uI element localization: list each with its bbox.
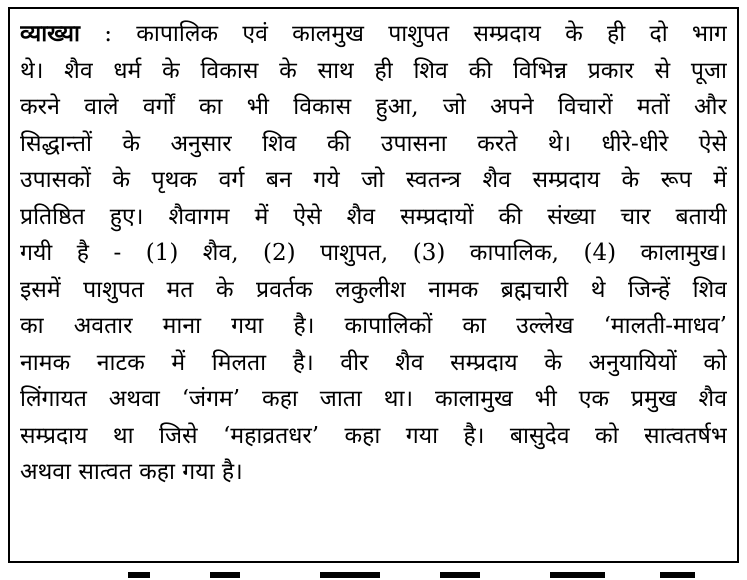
passage-line-1 — [20, 16, 727, 53]
passage-line-3: करने वाले वर्गों का भी विकास हुआ, जो अपने विचारों मतों और — [20, 94, 727, 120]
cropped-next-line — [120, 566, 720, 580]
heading-colon: : — [79, 21, 137, 47]
explanation-box — [8, 7, 739, 563]
passage-line-6: प्रतिष्ठित हुए। शैवागम में ऐसे शैव सम्प्रदायों की संख्या चार बतायी — [20, 203, 727, 230]
passage-line-2: थे। शैव धर्म के विकास के साथ ही शिव की विभिन्न प्रकार से पूजा — [20, 57, 727, 84]
passage-line-12: सम्प्रदाय था जिसे ‘महाव्रतधर’ कहा गया है। बासुदेव को सात्वतर्षभ — [20, 422, 727, 449]
passage-line-13: अथवा सात्वत कहा गया है। — [20, 459, 243, 485]
passage-line-4: सिद्धान्तों के अनुसार शिव की उपासना करते थे। धीरे-धीरे ऐसे — [20, 130, 727, 157]
explanation-heading: व्याख्या — [20, 20, 80, 47]
passage-line-7: गयी है - (1) शैव, (2) पाशुपत, (3) कापालिक, (4) कालामुख। — [20, 240, 727, 266]
passage-line-11: लिंगायत अथवा ‘जंगम’ कहा जाता था। कालामुख भी एक प्रमुख शैव — [20, 386, 727, 412]
passage-line-8: इसमें पाशुपत मत के प्रवर्तक लकुलीश नामक ब्रह्मचारी थे जिन्हें शिव — [20, 276, 727, 303]
passage-line-5: उपासकों के पृथक वर्ग बन गये जो स्वतन्त्र शैव सम्प्रदाय के रूप में — [20, 167, 727, 193]
passage-line-9: का अवतार माना गया है। कापालिकों का उल्लेख ‘मालती-माधव’ — [20, 313, 727, 339]
passage-line-10: नामक नाटक में मिलता है। वीर शैव सम्प्रदाय के अनुयायियों को — [20, 349, 727, 376]
first-line-text: कापालिक एवं कालमुख पाशुपत सम्प्रदाय के ही दो भाग — [136, 21, 727, 47]
